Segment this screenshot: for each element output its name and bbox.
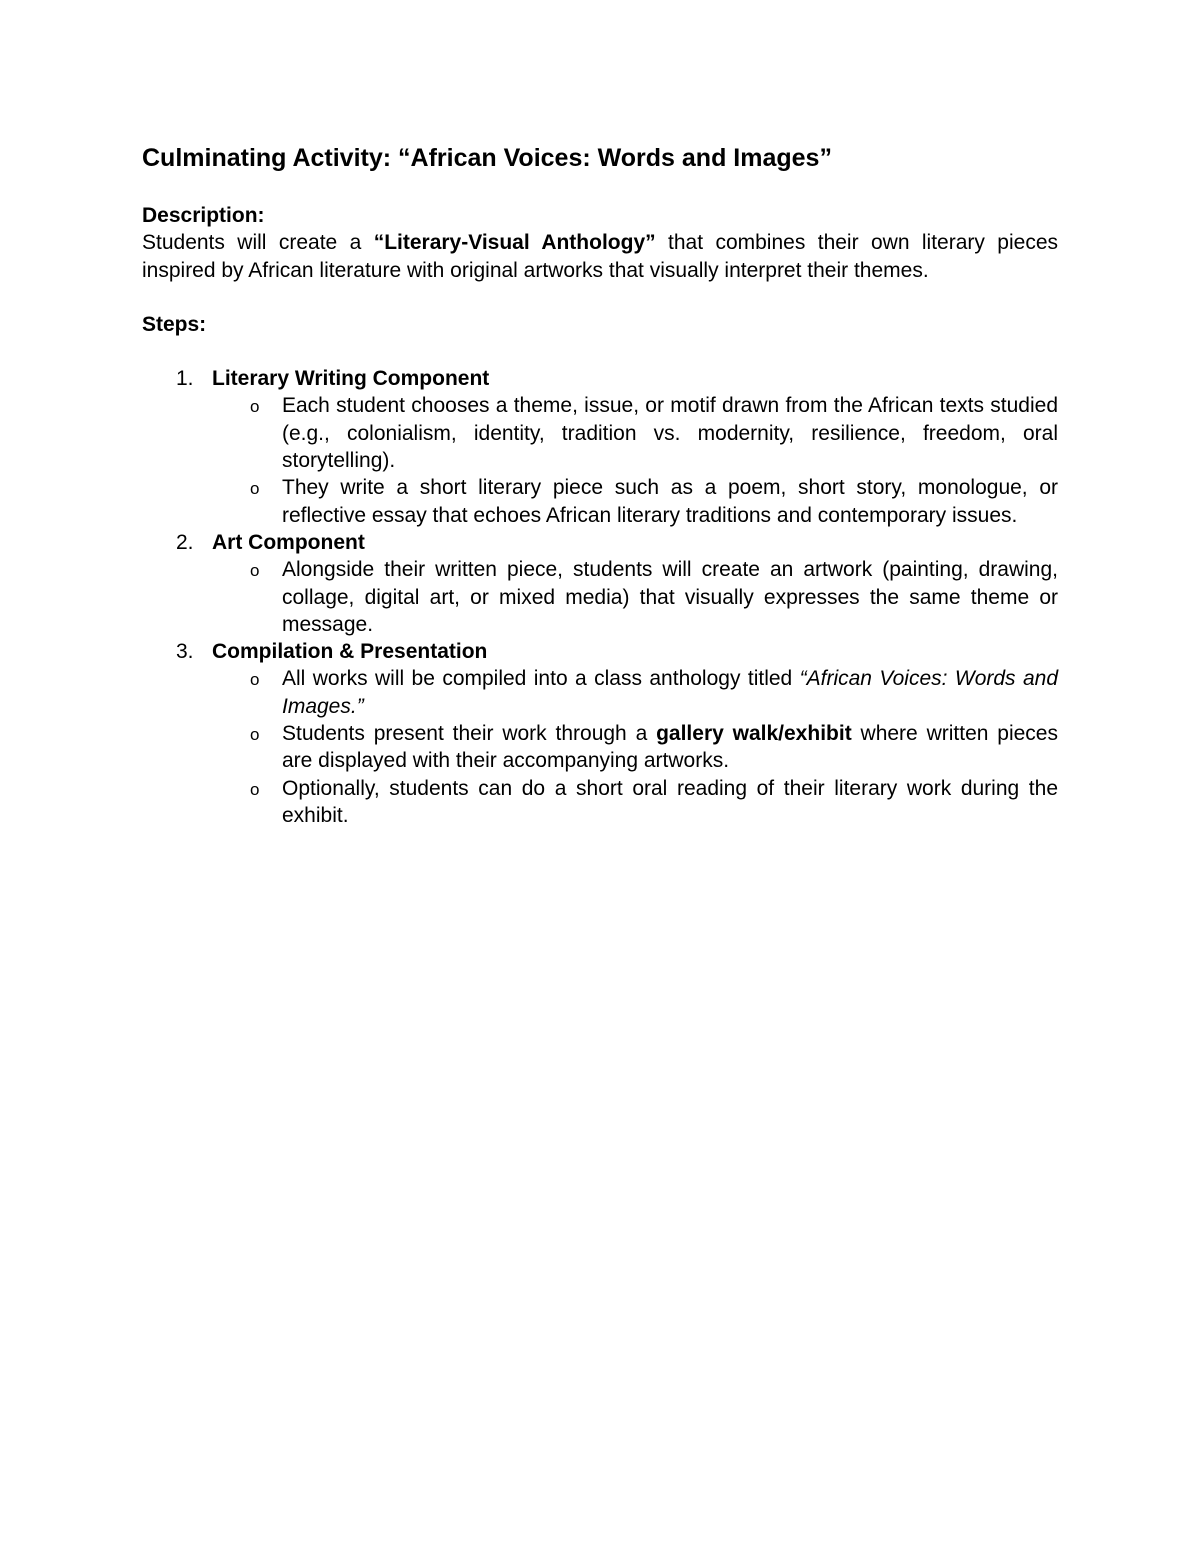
step-number: 1.	[176, 367, 194, 391]
steps-list	[142, 365, 1058, 829]
step-item-compilation	[142, 638, 1058, 829]
description-text	[142, 229, 1058, 284]
sub-item	[142, 474, 1058, 529]
sub-list	[212, 556, 1058, 638]
anthology-title: “African Voices: Words and Images.”	[282, 667, 1058, 718]
sub-list	[212, 392, 1058, 528]
bullet-icon: o	[250, 779, 260, 799]
step-title: Art Component	[212, 530, 365, 554]
bullet-icon: o	[250, 479, 260, 499]
sub-item-text: They write a short literary piece such as a poem, short story, monologue, or reflective essay that echoes African literary traditions and contemporary issues.	[282, 476, 1058, 527]
step-item-art	[142, 529, 1058, 638]
bullet-icon: o	[250, 725, 260, 745]
sub-item	[142, 665, 1058, 720]
sub-list	[212, 665, 1058, 829]
description-anthology-term: “Literary-Visual Anthology”	[373, 231, 656, 255]
bullet-icon: o	[250, 397, 260, 417]
sub-item-text: All works will be compiled into a class anthology titled	[282, 667, 800, 691]
description-label: Description:	[142, 204, 265, 227]
sub-item	[142, 775, 1058, 830]
sub-item	[142, 556, 1058, 638]
sub-item	[142, 392, 1058, 474]
step-title: Literary Writing Component	[212, 367, 490, 391]
bullet-icon: o	[250, 670, 260, 690]
step-number: 2.	[176, 530, 194, 554]
sub-item-text: Optionally, students can do a short oral reading of their literary work during the exhibit.	[282, 776, 1058, 827]
sub-item-text: Alongside their written piece, students will create an artwork (painting, drawing, collage, digital art, or mixed media) that visually expresses the same theme or message.	[282, 558, 1058, 636]
gallery-walk-term: gallery walk/exhibit	[656, 722, 852, 746]
step-number: 3.	[176, 640, 194, 664]
sub-item-text: Students present their work through a	[282, 722, 657, 746]
document-title: Culminating Activity: “African Voices: Words and Images”	[142, 144, 832, 172]
description-text-start: Students will create a	[142, 231, 374, 255]
step-title: Compilation & Presentation	[212, 640, 488, 664]
sub-item-text-end: where written pieces are displayed with their accompanying artworks.	[282, 722, 1058, 773]
step-item-literary-writing	[142, 365, 1058, 529]
sub-item	[142, 720, 1058, 775]
description-text-end: that combines their own literary pieces inspired by African literature with original artworks that visually interpret their themes.	[142, 231, 1059, 282]
document-page	[142, 138, 1058, 829]
bullet-icon: o	[250, 561, 260, 581]
steps-label: Steps:	[142, 312, 207, 336]
sub-item-text: Each student chooses a theme, issue, or motif drawn from the African texts studied (e.g., colonialism, identity, tradition vs. modernity, resilience, freedom, oral storytelling).	[282, 394, 1058, 473]
